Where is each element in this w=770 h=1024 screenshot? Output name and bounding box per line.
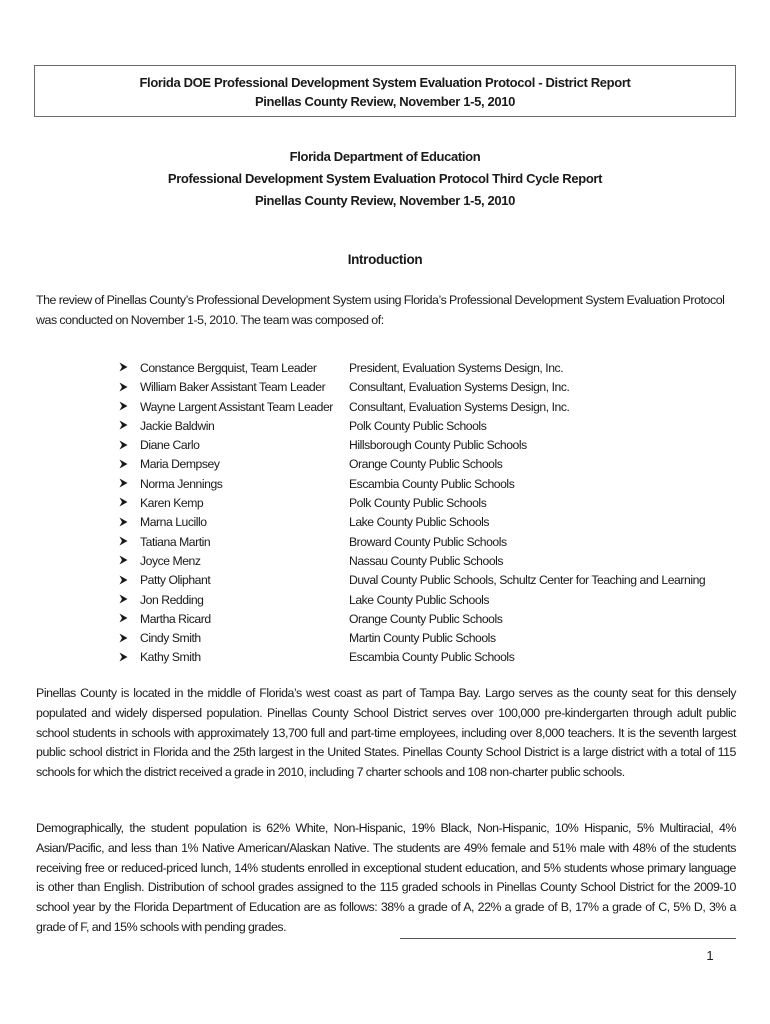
list-item (116, 417, 736, 436)
arrowhead-bullet-icon (119, 571, 129, 590)
list-item (116, 359, 736, 378)
team-member-name: Martha Ricard (140, 611, 211, 626)
arrowhead-bullet-icon (119, 475, 129, 494)
team-member-name: Kathy Smith (140, 650, 201, 665)
list-item (116, 629, 736, 648)
team-member-name: Diane Carlo (140, 438, 200, 453)
team-member-name: Jackie Baldwin (140, 418, 215, 433)
team-member-organization: Nassau County Public Schools (349, 553, 504, 568)
team-list (116, 359, 736, 668)
team-member-organization: Consultant, Evaluation Systems Design, Inc. (349, 380, 570, 395)
team-member-name: Marna Lucillo (140, 515, 207, 530)
list-item (116, 513, 736, 532)
team-member-name: Tatiana Martin (140, 534, 211, 549)
header-title: Florida DOE Professional Development System Evaluation Protocol - District Report (139, 75, 631, 90)
team-member-name: Cindy Smith (140, 631, 201, 646)
team-member-name: Maria Dempsey (140, 457, 220, 472)
report-title: Professional Development System Evaluation Protocol Third Cycle Report (167, 171, 603, 186)
arrowhead-bullet-icon (119, 629, 129, 648)
list-item (116, 571, 736, 590)
team-member-organization: Polk County Public Schools (349, 496, 487, 511)
team-member-name: Wayne Largent Assistant Team Leader (140, 399, 333, 414)
list-item (116, 455, 736, 474)
list-item (116, 591, 736, 610)
footer-divider (400, 938, 736, 939)
arrowhead-bullet-icon (119, 417, 129, 436)
list-item (116, 610, 736, 629)
team-member-organization: Orange County Public Schools (349, 457, 503, 472)
team-member-organization: Consultant, Evaluation Systems Design, Inc. (349, 399, 570, 414)
arrowhead-bullet-icon (119, 513, 129, 532)
header-subtitle: Pinellas County Review, November 1-5, 2010 (254, 94, 516, 109)
arrowhead-bullet-icon (119, 436, 129, 455)
arrowhead-bullet-icon (119, 648, 129, 667)
arrowhead-bullet-icon (119, 378, 129, 397)
list-item (116, 436, 736, 455)
arrowhead-bullet-icon (119, 552, 129, 571)
report-header-box (34, 65, 736, 117)
team-member-organization: Polk County Public Schools (349, 418, 487, 433)
team-member-organization: Martin County Public Schools (349, 631, 496, 646)
team-member-name: Norma Jennings (140, 476, 223, 491)
team-member-organization: Lake County Public Schools (349, 515, 490, 530)
arrowhead-bullet-icon (119, 494, 129, 513)
team-member-organization: President, Evaluation Systems Design, Inc. (349, 361, 564, 375)
section-heading-introduction: Introduction (347, 252, 423, 267)
team-member-organization: Escambia County Public Schools (349, 650, 515, 665)
team-member-organization: Lake County Public Schools (349, 592, 490, 607)
list-item (116, 378, 736, 397)
review-dates: Pinellas County Review, November 1-5, 2010 (254, 193, 516, 208)
team-member-name: Jon Redding (140, 592, 204, 607)
page-number: 1 (706, 948, 714, 963)
team-member-organization: Escambia County Public Schools (349, 476, 515, 491)
county-paragraph: Pinellas County is located in the middle of Florida’s west coast as part of Tampa Bay. Largo serves as the county seat for this densely populated and widely dispersed population. Pinellas County School District serves over 100,000 pre-kindergarten through adult public school students in schools with approximately 13,700 full and part-time employees, including over 8,000 teachers. It is the seventh largest public school district in Florida and the 25th largest in the United States. Pinellas County School District is a large district with a total of 115 schools for which the district received a grade in 2010, including 7 charter schools and 108 non-charter public schools. (36, 686, 736, 780)
department-name: Florida Department of Education (289, 149, 481, 164)
team-member-organization: Broward County Public Schools (349, 534, 507, 549)
team-member-name: Constance Bergquist, Team Leader (140, 361, 317, 375)
arrowhead-bullet-icon (119, 610, 129, 629)
team-member-organization: Hillsborough County Public Schools (349, 438, 527, 453)
list-item (116, 552, 736, 571)
team-member-name: Joyce Menz (140, 553, 201, 568)
team-member-name: William Baker Assistant Team Leader (140, 380, 326, 395)
arrowhead-bullet-icon (119, 591, 129, 610)
team-member-name: Karen Kemp (140, 496, 204, 511)
arrowhead-bullet-icon (119, 398, 129, 417)
arrowhead-bullet-icon (119, 455, 129, 474)
arrowhead-bullet-icon (119, 533, 129, 552)
team-member-organization: Duval County Public Schools, Schultz Center for Teaching and Learning (349, 573, 706, 588)
report-title-block (34, 146, 736, 212)
demographics-paragraph: Demographically, the student population is 62% White, Non-Hispanic, 19% Black, Non-Hispanic, 10% Hispanic, 5% Multiracial, 4% Asian/Pacific, and less than 1% Native American/Alaskan Native. The students are 49% female and 51% male with 48% of the students receiving free or reduced-priced lunch, 14% students enrolled in exceptional student education, and 5% students whose primary language is other than English. Distribution of school grades assigned to the 115 graded schools in Pinellas County School District for the 2009-10 school year by the Florida Department of Education are as follows: 38% a grade of A, 22% a grade of B, 17% a grade of C, 5% D, 3% a grade of F, and 15% schools with pending grades. (36, 821, 736, 934)
team-member-organization: Orange County Public Schools (349, 611, 503, 626)
list-item (116, 475, 736, 494)
list-item (116, 494, 736, 513)
list-item (116, 533, 736, 552)
team-member-name: Patty Oliphant (140, 573, 211, 588)
list-item (116, 648, 736, 667)
intro-paragraph: The review of Pinellas County’s Professional Development System using Florida’s Professional Development System Evaluation Protocol was conducted on November 1-5, 2010. The team was composed of: (36, 293, 725, 327)
arrowhead-bullet-icon (119, 359, 129, 378)
list-item (116, 398, 736, 417)
